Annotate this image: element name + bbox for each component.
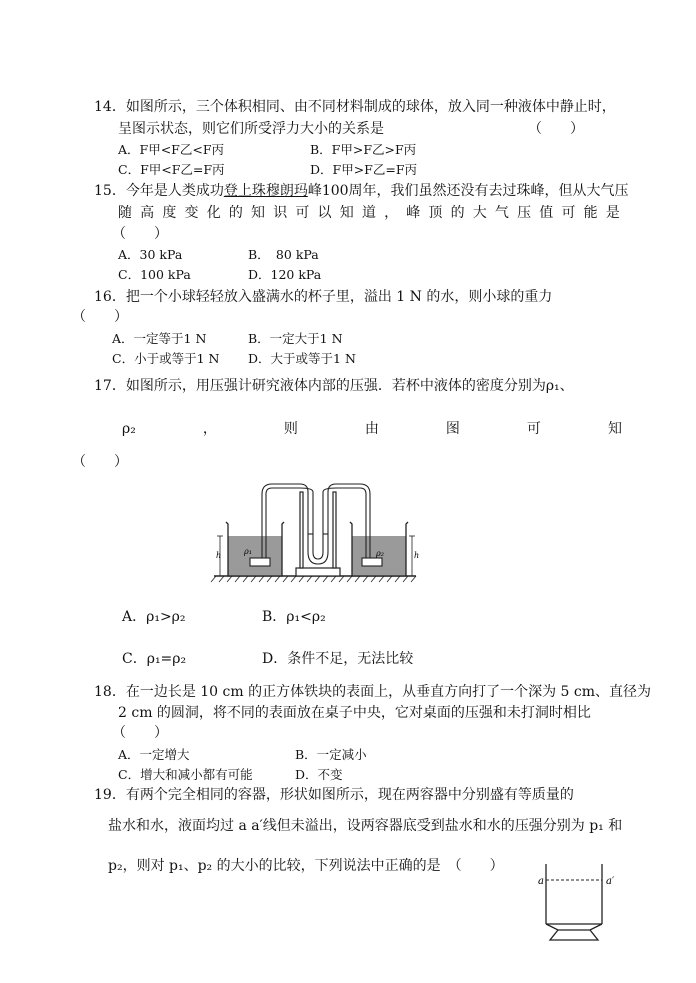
q15-word: 变	[184, 205, 199, 221]
q17-answer-paren: （ ）	[72, 454, 128, 470]
q18-option-b: B．一定减小	[295, 747, 367, 762]
q16-option-b: B．一定大于1 N	[248, 331, 343, 346]
gauge-stand	[296, 492, 340, 576]
q15-stem-line2	[118, 204, 620, 222]
pressure-gauge-figure	[210, 478, 420, 588]
q17-option-d: D．条件不足，无法比较	[262, 651, 414, 667]
q15-option-a: A．30 kPa	[118, 247, 183, 262]
q15-word: 压	[517, 205, 532, 221]
q18-stem-line2: 2 cm 的圆洞，将不同的表面放在桌子中央，它对桌面的压强和未打洞时相比	[118, 705, 591, 721]
q15-word: 大	[472, 205, 487, 221]
level-label-a-prime: a′	[606, 876, 615, 887]
q14-option-c: C．F甲<F乙=F丙	[118, 162, 225, 177]
q17-option-c: C．ρ₁=ρ₂	[122, 651, 187, 667]
q18-option-d: D．不变	[295, 767, 343, 782]
density-label-left: ρ₁	[244, 547, 252, 556]
density-label-right: ρ₂	[376, 549, 384, 558]
q18-option-c: C．增大和减小都有可能	[118, 767, 253, 782]
q18-stem-line1: 18．在一边长是 10 cm 的正方体铁块的表面上，从垂直方向打了一个深为 5 cm、直径为	[94, 684, 652, 700]
depth-label-right: h	[414, 551, 420, 560]
q15-word: 知	[339, 205, 354, 221]
left-beaker	[226, 522, 284, 576]
q17-word: 图	[445, 421, 460, 437]
q15-word: 的	[228, 205, 243, 221]
q15-word: 峰	[406, 205, 421, 221]
q14-option-d: D．F甲>F乙=F丙	[310, 162, 417, 177]
level-label-a: a	[538, 876, 544, 887]
q15-word: 高	[140, 205, 155, 221]
q17-stem-line2	[122, 420, 622, 438]
q17-word: ρ₂	[122, 421, 136, 437]
q17-word: 由	[364, 421, 379, 437]
q16-stem-line1: 16．把一个小球轻轻放入盛满水的杯子里，溢出 1 N 的水，则小球的重力	[94, 289, 553, 305]
q15-stem-part1: 15．今年是人类成功	[94, 183, 224, 199]
q17-word: 则	[283, 421, 298, 437]
q17-word: 知	[607, 421, 622, 437]
q14-option-b: B．F甲>F乙>F丙	[310, 142, 417, 157]
q15-word: 化	[206, 205, 221, 221]
q14-stem-line1: 14．如图所示，三个体积相同、由不同材料制成的球体，放入同一种液体中静止时，	[94, 99, 616, 115]
q19-stem-line3: p₂，则对 p₁、p₂ 的大小的比较，下列说法中正确的是 （ ）	[108, 858, 504, 874]
q15-word: 可	[561, 205, 576, 221]
q18-option-a: A．一定增大	[118, 747, 190, 762]
q19-stem-line1: 19．有两个完全相同的容器，形状如图所示，现在两容器中分别盛有等质量的	[94, 787, 574, 803]
q19-stem-line2: 盐水和水，液面均过 a a′线但未溢出，设两容器底受到盐水和水的压强分别为 p₁ 和	[108, 818, 623, 834]
q17-word: 可	[526, 421, 541, 437]
q15-word: ，	[384, 205, 399, 221]
q15-word: 能	[583, 205, 598, 221]
q15-word: 可	[295, 205, 310, 221]
q15-word: 顶	[428, 205, 443, 221]
u-tube	[308, 492, 328, 564]
q15-option-b: B． 80 kPa	[248, 247, 319, 262]
q16-option-d: D．大于或等于1 N	[248, 351, 356, 366]
q16-option-a: A．一定等于1 N	[112, 331, 207, 346]
ground-hatch	[211, 576, 416, 582]
q15-word: 道	[361, 205, 376, 221]
q16-answer-paren: （ ）	[72, 309, 128, 325]
container-outline	[546, 864, 602, 940]
q18-answer-paren: （ ）	[112, 725, 168, 741]
q17-word: ，	[202, 421, 217, 437]
container-figure	[530, 858, 630, 950]
q17-stem-line1: 17．如图所示，用压强计研究液体内部的压强．若杯中液体的密度分别为ρ₁、	[94, 378, 574, 394]
q15-word: 随	[118, 205, 132, 221]
q17-option-a: A．ρ₁>ρ₂	[122, 609, 186, 625]
q16-option-c: C．小于或等于1 N	[112, 351, 220, 366]
q15-word: 值	[539, 205, 554, 221]
q14-answer-paren: （ ）	[528, 121, 584, 137]
q15-option-c: C．100 kPa	[118, 267, 191, 282]
q15-answer-paren: （ ）	[112, 226, 168, 242]
q15-option-d: D．120 kPa	[248, 267, 322, 282]
q15-word: 度	[162, 205, 177, 221]
q15-word: 气	[494, 205, 509, 221]
q15-word: 知	[251, 205, 266, 221]
q15-word: 识	[273, 205, 288, 221]
q15-word: 以	[317, 205, 332, 221]
depth-label-left: h	[216, 551, 222, 560]
q15-stem-part2: 峰100周年，我们虽然还没有去过珠峰，但从大气压	[307, 183, 629, 199]
q14-option-a: A．F甲<F乙<F丙	[118, 142, 224, 157]
q14-stem-line2: 呈图示状态，则它们所受浮力大小的关系是	[118, 121, 384, 137]
q15-word: 的	[450, 205, 465, 221]
q15-stem-underlined: 登上珠穆朗玛	[223, 183, 308, 199]
q15-stem-line1	[94, 182, 629, 200]
q15-word: 是	[605, 205, 620, 221]
q17-option-b: B．ρ₁<ρ₂	[262, 609, 326, 625]
